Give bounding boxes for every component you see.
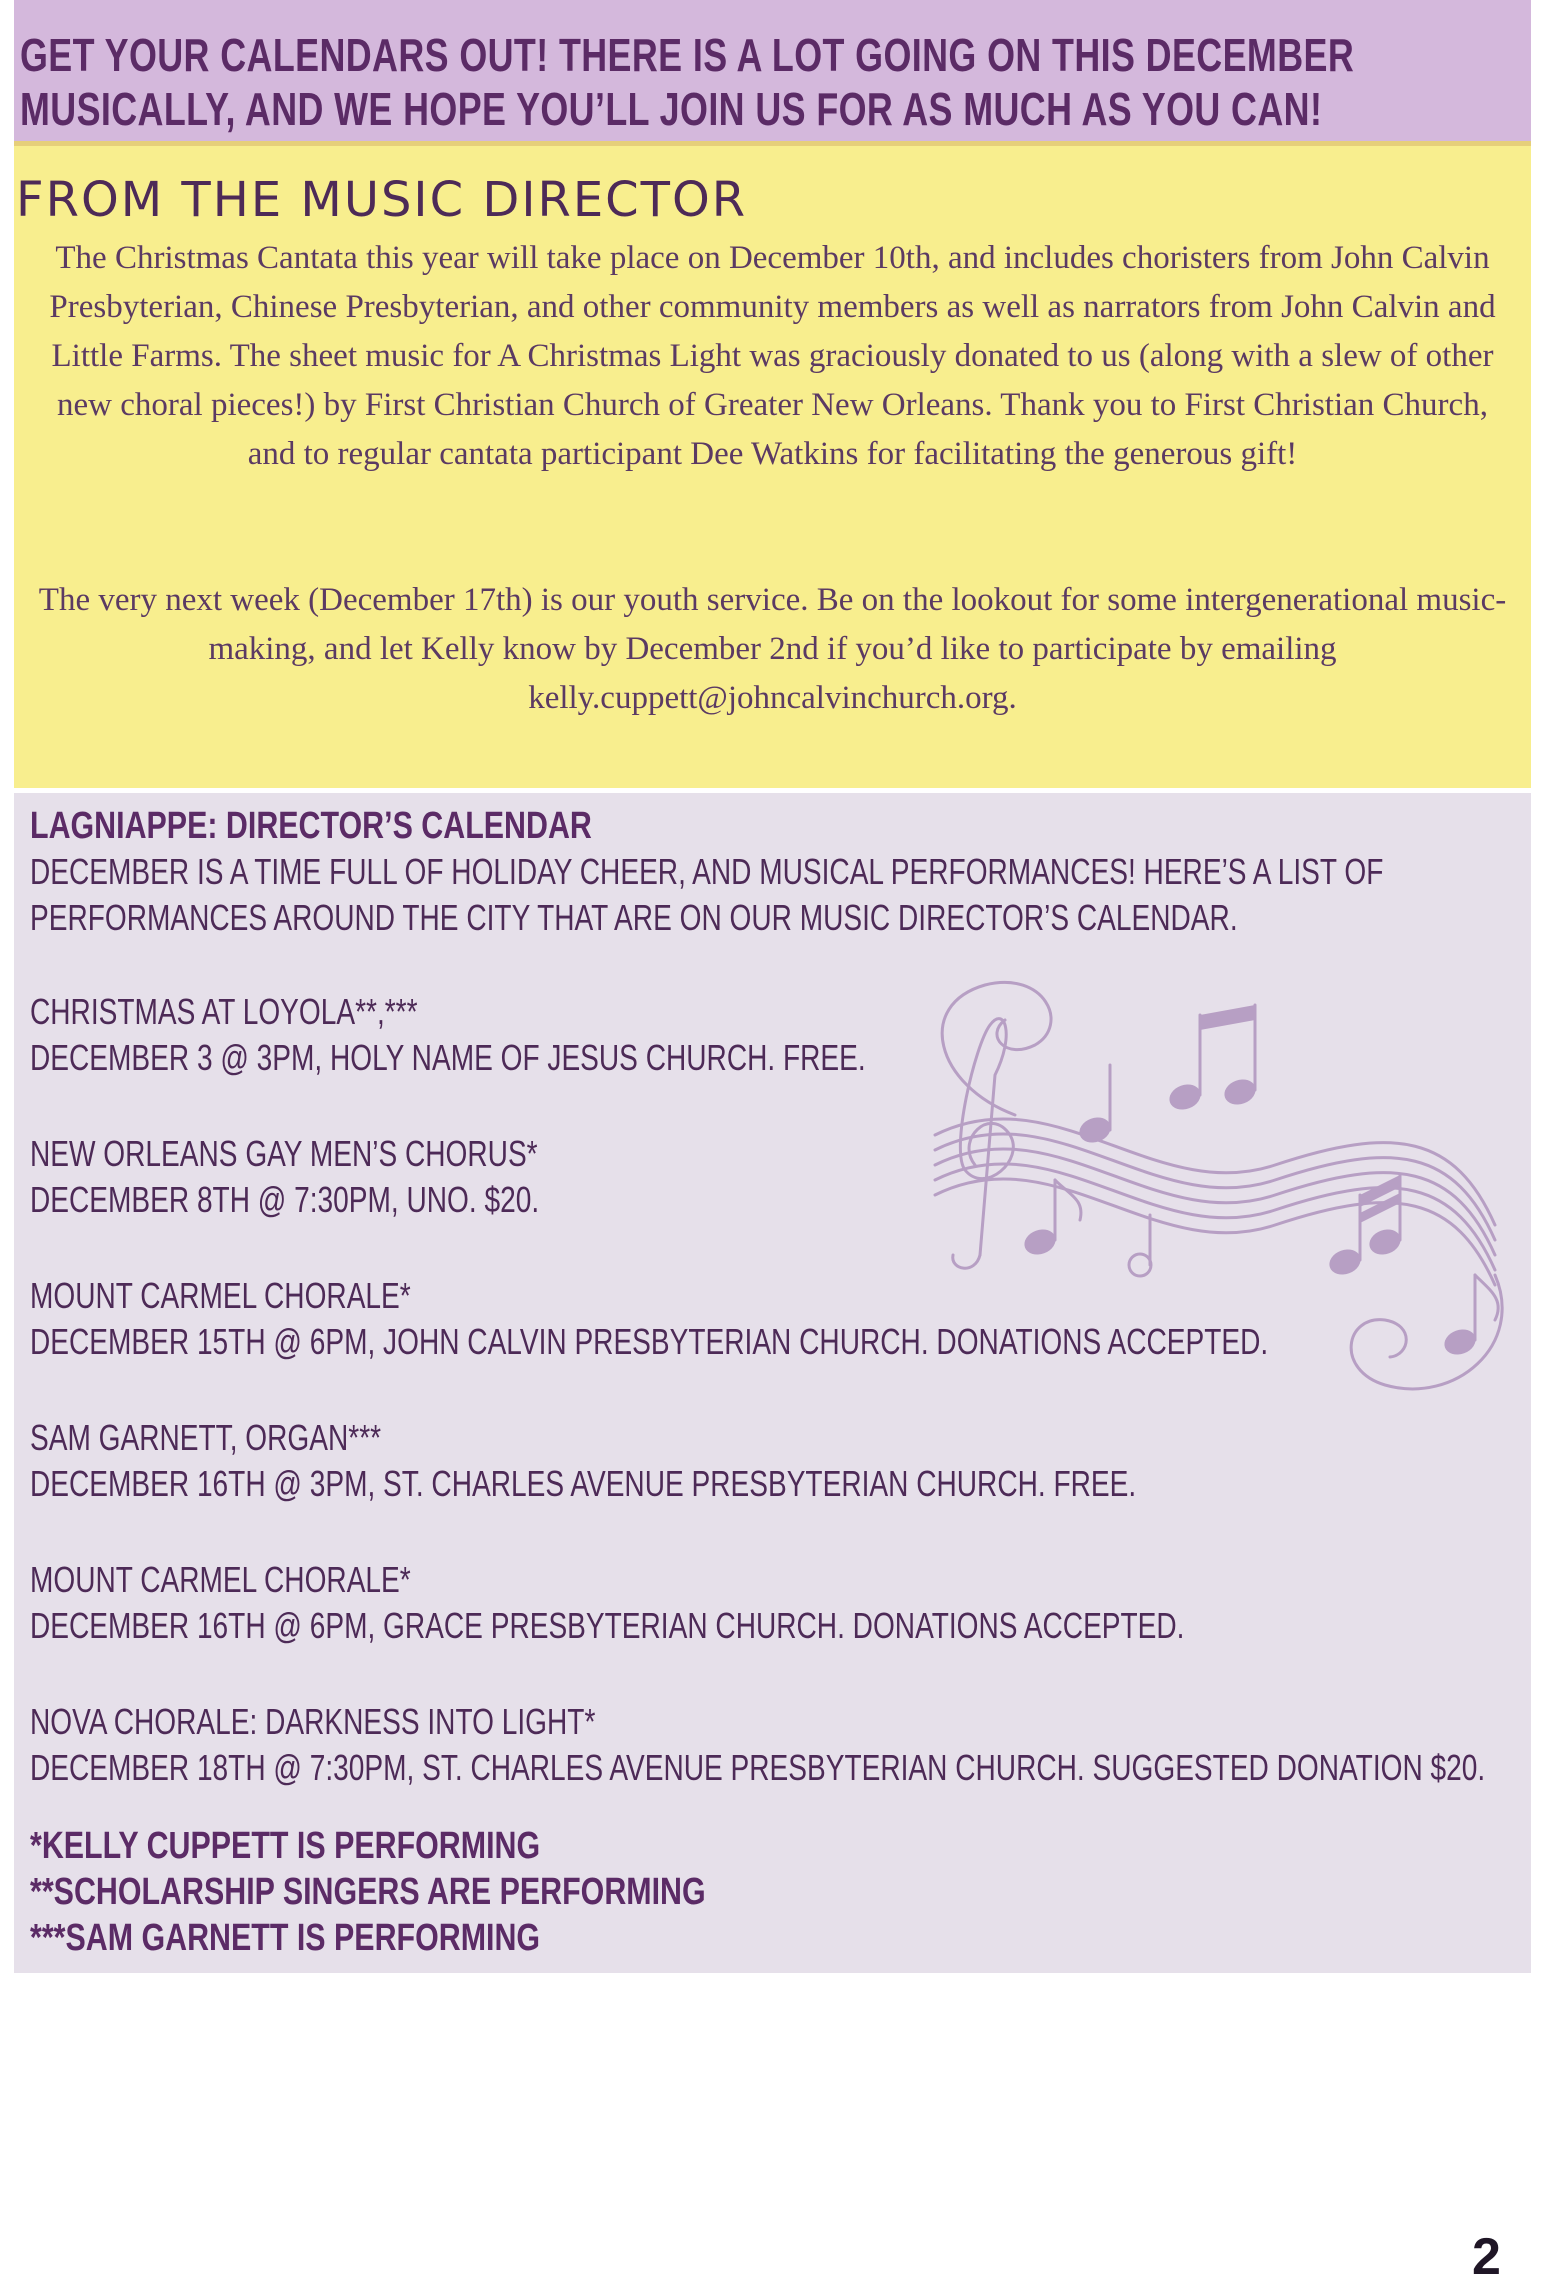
headline-line-2: MUSICALLY, AND WE HOPE YOU’LL JOIN US FOR AS MUCH AS YOU CAN! xyxy=(20,83,1323,135)
event-detail: DECEMBER 16TH @ 6PM, GRACE PRESBYTERIAN CHURCH. DONATIONS ACCEPTED. xyxy=(30,1605,1185,1646)
calendar-intro-line-1: DECEMBER IS A TIME FULL OF HOLIDAY CHEER, AND MUSICAL PERFORMANCES! HERE’S A LIST OF xyxy=(30,851,1384,892)
event-detail: DECEMBER 3 @ 3PM, HOLY NAME OF JESUS CHURCH. FREE. xyxy=(30,1037,866,1078)
page-number: 2 xyxy=(1472,2228,1501,2286)
music-director-section xyxy=(14,146,1531,788)
footnote-sam: ***SAM GARNETT IS PERFORMING xyxy=(30,1917,541,1959)
calendar-intro-line-2: PERFORMANCES AROUND THE CITY THAT ARE ON OUR MUSIC DIRECTOR’S CALENDAR. xyxy=(30,897,1238,938)
headline-text xyxy=(20,28,1355,136)
footnote-scholarship: **SCHOLARSHIP SINGERS ARE PERFORMING xyxy=(30,1871,706,1913)
event-title: MOUNT CARMEL CHORALE* xyxy=(30,1559,411,1600)
event-title: NEW ORLEANS GAY MEN’S CHORUS* xyxy=(30,1133,538,1174)
event-title: CHRISTMAS AT LOYOLA**,*** xyxy=(30,991,418,1032)
music-notes-icon xyxy=(895,965,1535,1415)
section-title: FROM THE MUSIC DIRECTOR xyxy=(16,172,748,228)
event-title: SAM GARNETT, ORGAN*** xyxy=(30,1417,382,1458)
director-paragraph-2: The very next week (December 17th) is our youth service. Be on the lookout for some intergenerational music-making, and let Kelly know by December 2nd if you’d like to participate by emailing kelly.cuppett@johncalvinchurch.org. xyxy=(38,582,1507,716)
event-title: MOUNT CARMEL CHORALE* xyxy=(30,1275,411,1316)
headline-banner xyxy=(14,0,1531,146)
event-title: NOVA CHORALE: DARKNESS INTO LIGHT* xyxy=(30,1701,596,1742)
event-detail: DECEMBER 15TH @ 6PM, JOHN CALVIN PRESBYTERIAN CHURCH. DONATIONS ACCEPTED. xyxy=(30,1321,1269,1362)
event-detail: DECEMBER 18TH @ 7:30PM, ST. CHARLES AVENUE PRESBYTERIAN CHURCH. SUGGESTED DONATION $20. xyxy=(30,1747,1486,1788)
headline-line-1: GET YOUR CALENDARS OUT! THERE IS A LOT GOING ON THIS DECEMBER xyxy=(20,29,1355,81)
director-paragraph-1: The Christmas Cantata this year will take place on December 10th, and includes choristers from John Calvin Presbyterian, Chinese Presbyterian, and other community members as well as narrators from John Calvin and Little Farms. The sheet music for A Christmas Light was graciously donated to us (along with a slew of other new choral pieces!) by First Christian Church of Greater New Orleans. Thank you to First Christian Church, and to regular cantata participant Dee Watkins for facilitating the generous gift! xyxy=(49,240,1496,472)
footnote-kelly: *KELLY CUPPETT IS PERFORMING xyxy=(30,1825,541,1867)
calendar-heading: LAGNIAPPE: DIRECTOR’S CALENDAR xyxy=(30,805,592,847)
event-detail: DECEMBER 8TH @ 7:30PM, UNO. $20. xyxy=(30,1179,540,1220)
event-detail: DECEMBER 16TH @ 3PM, ST. CHARLES AVENUE PRESBYTERIAN CHURCH. FREE. xyxy=(30,1463,1137,1504)
